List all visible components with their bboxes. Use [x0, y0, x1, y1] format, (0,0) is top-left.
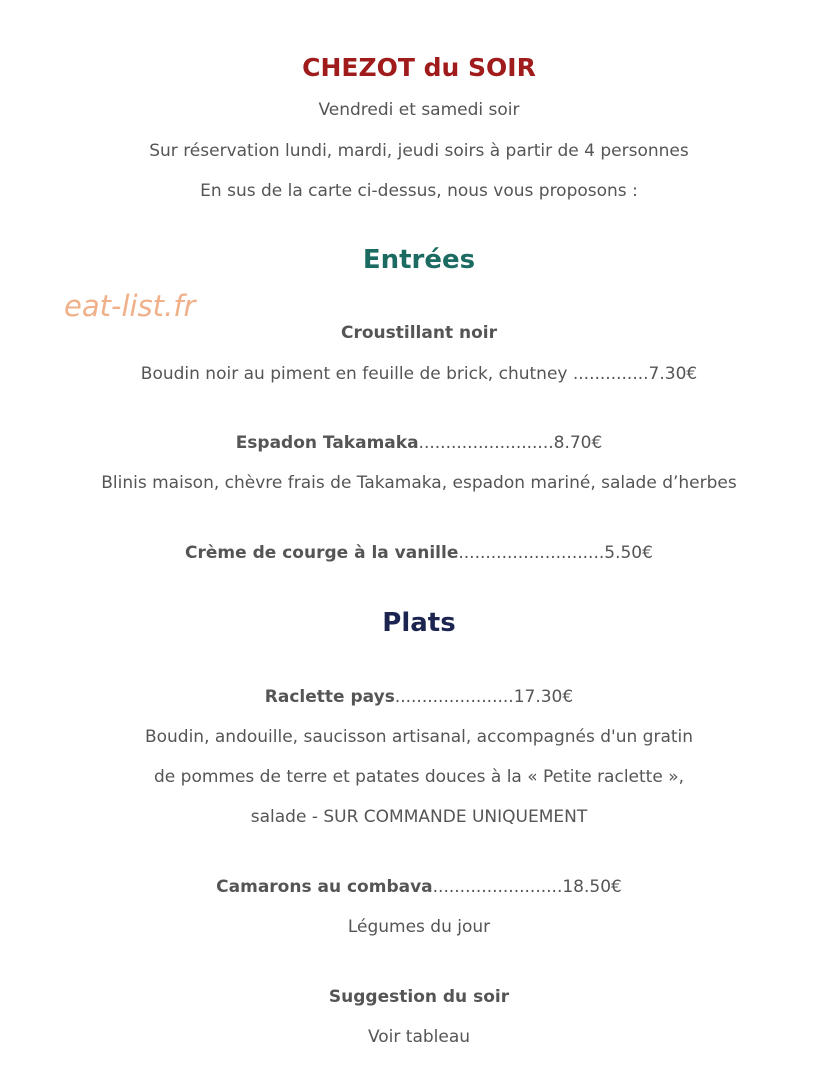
dish-description: Boudin, andouille, saucisson artisanal, accompagnés d'un gratin [144, 727, 694, 747]
watermark: eat-list.fr [64, 289, 196, 323]
dish-name: Suggestion du soir [328, 987, 510, 1007]
dish-name: Raclette pays [264, 687, 395, 707]
dish-name: Espadon Takamaka [235, 433, 419, 453]
intro-line: En sus de la carte ci-dessus, nous vous proposons : [200, 181, 638, 201]
section-heading-entrees: Entrées [362, 245, 476, 275]
dish-line [0, 685, 838, 709]
dish-name: Camarons au combava [216, 877, 433, 897]
dish-description: Voir tableau [367, 1027, 471, 1047]
dish-description: Blinis maison, chèvre frais de Takamaka, espadon mariné, salade d’herbes [101, 473, 737, 493]
dish-name: Croustillant noir [341, 323, 497, 343]
menu-title: CHEZOT du SOIR [302, 53, 536, 82]
dish-description: Boudin noir au piment en feuille de brick, chutney ..............7.30€ [140, 364, 698, 384]
dish-name: Crème de courge à la vanille [185, 543, 459, 563]
dish-line [0, 875, 838, 899]
schedule-line: Vendredi et samedi soir [318, 100, 520, 120]
dish-description: salade - SUR COMMANDE UNIQUEMENT [250, 807, 588, 827]
dish-description: Légumes du jour [347, 917, 491, 937]
dish-price: ......................17.30€ [394, 687, 574, 707]
dish-description: de pommes de terre et patates douces à la « Petite raclette », [154, 767, 684, 787]
section-heading-plats: Plats [382, 608, 456, 638]
dish-price: .........................8.70€ [418, 433, 603, 453]
dish-line [0, 431, 838, 455]
dish-price: ........................18.50€ [432, 877, 622, 897]
dish-line [0, 541, 838, 565]
dish-price: ...........................5.50€ [458, 543, 653, 563]
reservation-line: Sur réservation lundi, mardi, jeudi soirs à partir de 4 personnes [149, 141, 689, 161]
